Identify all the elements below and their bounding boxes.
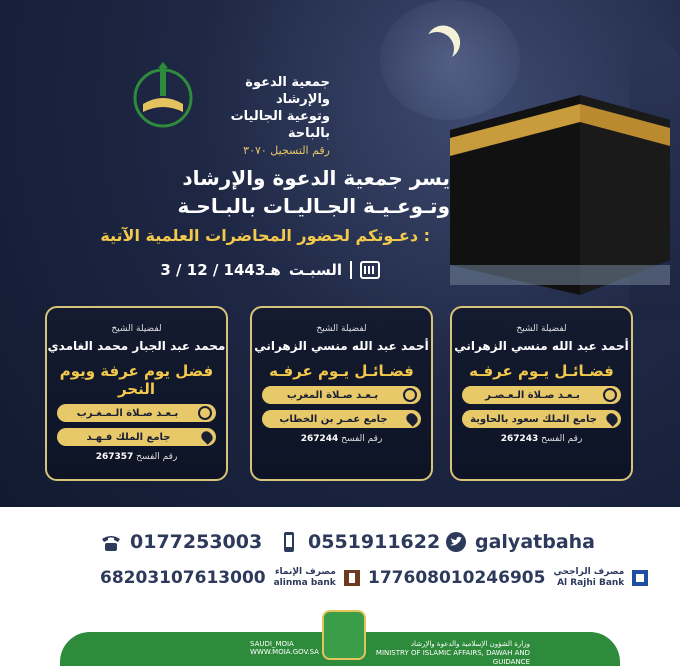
lecture-card-3 xyxy=(45,306,228,481)
phone-contact[interactable] xyxy=(100,531,262,553)
alinma-account-number: 68203107613000 xyxy=(100,568,266,588)
card-time: بـعـد صـلاة الـعـصـر xyxy=(485,389,580,401)
alinma-account xyxy=(100,567,360,589)
clock-icon xyxy=(603,388,617,402)
date-day: السبـت xyxy=(288,261,342,279)
org-registration: رقم التسجيل ٣٠٧٠ xyxy=(243,144,330,157)
card-permit-label: رقم الفسح xyxy=(341,434,383,444)
card-place-bar xyxy=(57,428,216,446)
telephone-icon xyxy=(100,531,122,553)
card-honor: لفضيلة الشيخ xyxy=(316,324,367,334)
lecture-card-1 xyxy=(450,306,633,481)
date-separator xyxy=(350,261,352,279)
card-place: جامع عمـر بن الخطاب xyxy=(279,413,388,425)
card-place: جامع الملك سعود بالحاوية xyxy=(470,413,597,425)
ministry-social xyxy=(250,640,319,656)
card-time-bar xyxy=(262,386,421,404)
heading-line2: وتـوعـيـة الجـاليـات بالبـاحـة xyxy=(177,194,450,218)
twitter-handle: galyatbaha xyxy=(475,531,595,553)
card-permit xyxy=(452,434,631,444)
alinma-logo-icon xyxy=(344,570,360,586)
card-honor: لفضيلة الشيخ xyxy=(111,324,162,334)
ministry-social-handle[interactable]: SAUDI_MOIA xyxy=(250,640,294,648)
twitter-icon xyxy=(445,531,467,553)
card-permit-label: رقم الفسح xyxy=(541,434,583,444)
org-name-block xyxy=(200,74,330,159)
date-row xyxy=(150,258,380,282)
location-pin-icon xyxy=(604,411,620,427)
lecture-card-2 xyxy=(250,306,433,481)
ministry-footer xyxy=(60,632,620,666)
org-name-line1: جمعية الدعوة والإرشاد xyxy=(245,75,330,107)
card-honor: لفضيلة الشيخ xyxy=(516,324,567,334)
card-permit-label: رقم الفسح xyxy=(136,452,178,462)
clock-icon xyxy=(198,406,212,420)
alinma-name-ar: مصرف الإنماء xyxy=(274,567,336,577)
alrajhi-account-number: 177608010246905 xyxy=(368,568,546,588)
phone-number: 0177253003 xyxy=(130,531,263,553)
ministry-name-ar: وزارة الشؤون الإسلامية والدعوة والإرشاد xyxy=(410,640,530,648)
card-permit-number: 267243 xyxy=(500,434,539,444)
mobile-contact[interactable] xyxy=(278,531,440,553)
association-logo-icon xyxy=(128,60,198,130)
card-permit-number: 267357 xyxy=(95,452,134,462)
card-topic: فضـائـل يـوم عرفـه xyxy=(269,362,414,380)
card-permit-number: 267244 xyxy=(300,434,339,444)
invitation-text: دعـوتكم لحضور المحاضرات العلمية الآتية : xyxy=(100,226,430,245)
card-time-bar xyxy=(57,404,216,422)
ministry-website[interactable]: WWW.MOIA.GOV.SA xyxy=(250,648,319,656)
card-time-bar xyxy=(462,386,621,404)
card-sheikh: محمد عبد الجبار محمد الغامدي xyxy=(47,339,226,353)
card-permit xyxy=(252,434,431,444)
card-place-bar xyxy=(262,410,421,428)
card-topic: فضل يوم عرفة ويوم النحر xyxy=(59,362,214,398)
org-name-line2: وتوعية الجاليات بالباحة xyxy=(230,109,330,141)
mobile-number: 0551911622 xyxy=(308,531,441,553)
location-pin-icon xyxy=(404,411,420,427)
card-time: بـعـد صـلاة المغرب xyxy=(286,389,379,401)
calendar-icon xyxy=(360,261,380,279)
card-time: بـعـد صـلاة الـمـغـرب xyxy=(76,407,179,419)
main-heading xyxy=(120,164,450,220)
alrajhi-logo-icon xyxy=(632,570,648,586)
alrajhi-bank-name xyxy=(553,567,624,589)
card-sheikh: أحمد عبد الله منسي الزهراني xyxy=(254,339,429,353)
ministry-emblem-icon xyxy=(322,610,366,660)
card-topic: فضـائـل يـوم عرفـه xyxy=(469,362,614,380)
date-value: 3 / 12 / 1443هـ xyxy=(160,261,281,279)
twitter-contact[interactable] xyxy=(445,531,595,553)
ministry-name xyxy=(370,640,530,666)
clock-icon xyxy=(403,388,417,402)
card-permit xyxy=(47,452,226,462)
mobile-phone-icon xyxy=(278,531,300,553)
card-place-bar xyxy=(462,410,621,428)
alinma-bank-name xyxy=(274,567,336,589)
card-place: جامع الملك فـهـد xyxy=(86,431,171,443)
alrajhi-account xyxy=(368,567,648,589)
alrajhi-name-ar: مصرف الراجحي xyxy=(553,567,625,577)
location-pin-icon xyxy=(199,429,215,445)
heading-line1: يسر جمعية الدعوة والإرشاد xyxy=(182,166,450,190)
alrajhi-name-en: Al Rajhi Bank xyxy=(557,578,625,588)
kaaba-illustration xyxy=(440,80,680,300)
ministry-name-en: MINISTRY OF ISLAMIC AFFAIRS, DAWAH AND GUIDANCE xyxy=(375,649,530,666)
card-sheikh: أحمد عبد الله منسي الزهراني xyxy=(454,339,629,353)
alinma-name-en: alinma bank xyxy=(273,578,336,588)
